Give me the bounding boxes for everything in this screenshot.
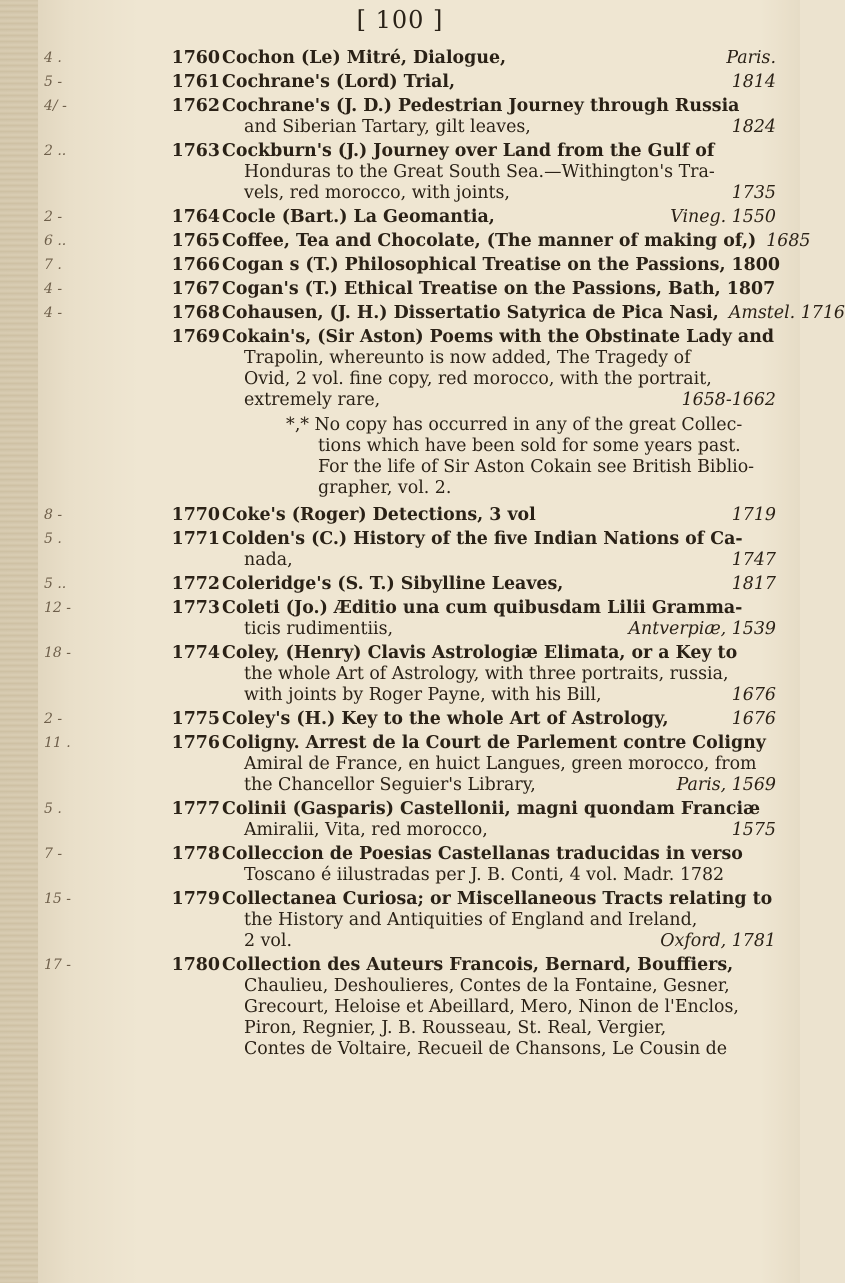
entry-text: Toscano é iilustradas per J. B. Conti, 4 vol. Madr. 1782 [244, 865, 725, 885]
entry-text: Collection des Auteurs Francois, Bernard, Bouffiers, [222, 955, 734, 975]
entry-text: Collectanea Curiosa; or Miscellaneous Tracts relating to [222, 889, 773, 909]
entry-text: Honduras to the Great South Sea.—Withington's Tra- [244, 162, 715, 182]
provenance-notice [0, 415, 800, 499]
catalogue-entry [0, 844, 800, 886]
entry-text: Colinii (Gasparis) Castellonii, magni quondam Franciæ [222, 799, 761, 819]
imprint-date: 1824 [731, 117, 776, 137]
handwritten-price-note: 12 - [44, 600, 71, 616]
entry-line [222, 844, 776, 865]
entry-line [222, 799, 776, 820]
handwritten-price-note: 2 - [44, 711, 63, 727]
entry-line [222, 48, 776, 69]
entry-text: the whole Art of Astrology, with three portraits, russia, [244, 664, 729, 684]
entry-text: Trapolin, whereunto is now added, The Tragedy of [244, 348, 691, 368]
entry-line [222, 327, 776, 348]
entry-text: Coleti (Jo.) Æditio una cum quibusdam Lilii Gramma- [222, 598, 743, 618]
imprint-date: Vineg. 1550 [670, 207, 776, 227]
lot-number: 1767 [171, 279, 220, 299]
entry-line [222, 529, 776, 550]
entry-text: with joints by Roger Payne, with his Bill, [244, 685, 602, 705]
entry-line [222, 348, 776, 369]
entry-text: Coley, (Henry) Clavis Astrologiæ Elimata, or a Key to [222, 643, 738, 663]
entry-text: Cochrane's (Lord) Trial, [222, 72, 456, 92]
entry-text: Cogan s (T.) Philosophical Treatise on the Passions, 1800 [222, 255, 780, 275]
handwritten-price-note: 5 . [44, 531, 62, 547]
entry-text: Cockburn's (J.) Journey over Land from the Gulf of [222, 141, 715, 161]
imprint-date: Antverpiæ, 1539 [628, 619, 776, 639]
handwritten-price-note: 5 .. [44, 576, 67, 592]
entry-line [222, 775, 776, 796]
entry-line [222, 390, 776, 411]
entry-text: ticis rudimentiis, [244, 619, 394, 639]
entry-line [222, 598, 776, 619]
entry-line [222, 931, 776, 952]
notice-line: grapher, vol. 2. [318, 478, 452, 498]
handwritten-price-note: 7 - [44, 846, 63, 862]
handwritten-price-note: 17 - [44, 957, 71, 973]
entry-line [222, 550, 776, 571]
catalogue-entries [0, 48, 845, 1063]
lot-number: 1766 [171, 255, 220, 275]
imprint-date: Amstel. 1716 [728, 303, 845, 323]
entry-text: Cohausen, (J. H.) Dissertatio Satyrica de Pica Nasi, [222, 303, 719, 323]
catalogue-entry [0, 643, 800, 706]
catalogue-entry [0, 279, 800, 300]
lot-number: 1776 [171, 733, 220, 753]
entry-line [222, 643, 776, 664]
imprint-date: 1676 [731, 685, 776, 705]
entry-line [222, 865, 776, 886]
lot-number: 1761 [171, 72, 220, 92]
entry-line [222, 117, 776, 138]
entry-line [222, 1018, 776, 1039]
lot-number: 1771 [171, 529, 220, 549]
entry-line [222, 733, 776, 754]
entry-text: Grecourt, Heloise et Abeillard, Mero, Ninon de l'Enclos, [244, 997, 739, 1017]
handwritten-price-note: 15 - [44, 891, 71, 907]
entry-line [222, 1039, 776, 1060]
handwritten-price-note: 4 . [44, 50, 62, 66]
entry-line [222, 96, 776, 117]
handwritten-price-note: 6 .. [44, 233, 67, 249]
imprint-date: Oxford, 1781 [660, 931, 776, 951]
handwritten-price-note: 5 - [44, 74, 63, 90]
entry-text: the Chancellor Seguier's Library, [244, 775, 536, 795]
handwritten-price-note: 11 . [44, 735, 71, 751]
lot-number: 1778 [171, 844, 220, 864]
notice-line: tions which have been sold for some years past. [318, 436, 741, 456]
lot-number: 1780 [171, 955, 220, 975]
lot-number: 1768 [171, 303, 220, 323]
catalogue-entry [0, 889, 800, 952]
entry-line [222, 889, 776, 910]
entry-line [222, 162, 776, 183]
entry-line [222, 709, 776, 730]
entry-text: and Siberian Tartary, gilt leaves, [244, 117, 531, 137]
entry-text: Colleccion de Poesias Castellanas traducidas in verso [222, 844, 743, 864]
entry-line [222, 183, 776, 204]
entry-text: Piron, Regnier, J. B. Rousseau, St. Real, Vergier, [244, 1018, 667, 1038]
entry-text: Coffee, Tea and Chocolate, (The manner of making of,) [222, 231, 757, 251]
catalogue-entry [0, 709, 800, 730]
entry-line [222, 505, 776, 526]
catalogue-entry [0, 733, 800, 796]
handwritten-price-note: 4/ - [44, 98, 67, 114]
catalogue-entry [0, 48, 800, 69]
lot-number: 1777 [171, 799, 220, 819]
entry-text: Colden's (C.) History of the five Indian Nations of Ca- [222, 529, 743, 549]
entry-line [222, 207, 776, 228]
entry-text: nada, [244, 550, 293, 570]
handwritten-price-note: 2 .. [44, 143, 67, 159]
catalogue-entry [0, 96, 800, 138]
notice-line: For the life of Sir Aston Cokain see British Biblio- [318, 457, 755, 477]
imprint-date: Paris. [726, 48, 776, 68]
imprint-date: 1817 [731, 574, 776, 594]
entry-text: Coleridge's (S. T.) Sibylline Leaves, [222, 574, 564, 594]
catalogue-entry [0, 529, 800, 571]
entry-line [222, 976, 776, 997]
catalogue-entry [0, 303, 845, 324]
entry-line [222, 955, 776, 976]
imprint-date: 1658-1662 [681, 390, 776, 410]
imprint-date: 1747 [731, 550, 776, 570]
entry-text: 2 vol. [244, 931, 292, 951]
handwritten-price-note: 2 - [44, 209, 63, 225]
catalogue-entry [0, 598, 800, 640]
imprint-date: 1814 [731, 72, 776, 92]
lot-number: 1779 [171, 889, 220, 909]
entry-line [222, 820, 776, 841]
entry-text: Chaulieu, Deshoulieres, Contes de la Fontaine, Gesner, [244, 976, 730, 996]
catalogue-entry [0, 141, 800, 204]
entry-text: Ovid, 2 vol. fine copy, red morocco, with the portrait, [244, 369, 712, 389]
entry-text: Amiral de France, en huict Langues, green morocco, from [244, 754, 757, 774]
entry-line [222, 910, 776, 931]
entry-text: Coligny. Arrest de la Court de Parlement contre Coligny [222, 733, 766, 753]
entry-text: Cokain's, (Sir Aston) Poems with the Obstinate Lady and [222, 327, 774, 347]
lot-number: 1763 [171, 141, 220, 161]
imprint-date: 1735 [731, 183, 776, 203]
entry-text: the History and Antiquities of England and Ireland, [244, 910, 698, 930]
entry-line [222, 231, 811, 252]
catalogue-entry [0, 327, 800, 411]
imprint-date: 1676 [731, 709, 776, 729]
lot-number: 1774 [171, 643, 220, 663]
catalogue-entry [0, 574, 800, 595]
lot-number: 1764 [171, 207, 220, 227]
entry-line [222, 255, 780, 276]
catalogue-entry [0, 72, 800, 93]
entry-text: vels, red morocco, with joints, [244, 183, 510, 203]
handwritten-price-note: 8 - [44, 507, 63, 523]
entry-line [222, 754, 776, 775]
entry-line [222, 279, 776, 300]
entry-line [222, 72, 776, 93]
lot-number: 1770 [171, 505, 220, 525]
imprint-date: Paris, 1569 [676, 775, 776, 795]
lot-number: 1769 [171, 327, 220, 347]
handwritten-price-note: 4 - [44, 305, 63, 321]
lot-number: 1775 [171, 709, 220, 729]
entry-line [222, 141, 776, 162]
page-number: [ 100 ] [356, 6, 444, 34]
catalogue-entry [0, 799, 800, 841]
entry-line [222, 685, 776, 706]
entry-line [222, 303, 845, 324]
handwritten-price-note: 4 - [44, 281, 63, 297]
lot-number: 1772 [171, 574, 220, 594]
entry-line [222, 619, 776, 640]
entry-text: Cochon (Le) Mitré, Dialogue, [222, 48, 507, 68]
lot-number: 1762 [171, 96, 220, 116]
entry-text: Coley's (H.) Key to the whole Art of Astrology, [222, 709, 669, 729]
entry-line [222, 664, 776, 685]
handwritten-price-note: 5 . [44, 801, 62, 817]
catalogue-entry [0, 955, 800, 1060]
entry-text: Cochrane's (J. D.) Pedestrian Journey through Russia [222, 96, 740, 116]
lot-number: 1773 [171, 598, 220, 618]
catalogue-entry [0, 231, 811, 252]
imprint-date: 1575 [731, 820, 776, 840]
handwritten-price-note: 18 - [44, 645, 71, 661]
lot-number: 1765 [171, 231, 220, 251]
entry-text: Amiralii, Vita, red morocco, [244, 820, 488, 840]
entry-text: Coke's (Roger) Detections, 3 vol [222, 505, 536, 525]
entry-line [222, 997, 776, 1018]
handwritten-price-note: 7 . [44, 257, 62, 273]
imprint-date: 1685 [766, 231, 811, 251]
imprint-date: 1719 [731, 505, 776, 525]
entry-line [222, 574, 776, 595]
entry-text: Contes de Voltaire, Recueil de Chansons, Le Cousin de [244, 1039, 728, 1059]
entry-text: Cocle (Bart.) La Geomantia, [222, 207, 495, 227]
entry-text: extremely rare, [244, 390, 381, 410]
entry-text: Cogan's (T.) Ethical Treatise on the Passions, Bath, 1807 [222, 279, 776, 299]
entry-line [222, 369, 776, 390]
catalogue-entry [0, 505, 800, 526]
lot-number: 1760 [171, 48, 220, 68]
notice-line: *‚* No copy has occurred in any of the great Collec- [286, 415, 743, 435]
catalogue-entry [0, 207, 800, 228]
catalogue-entry [0, 255, 800, 276]
